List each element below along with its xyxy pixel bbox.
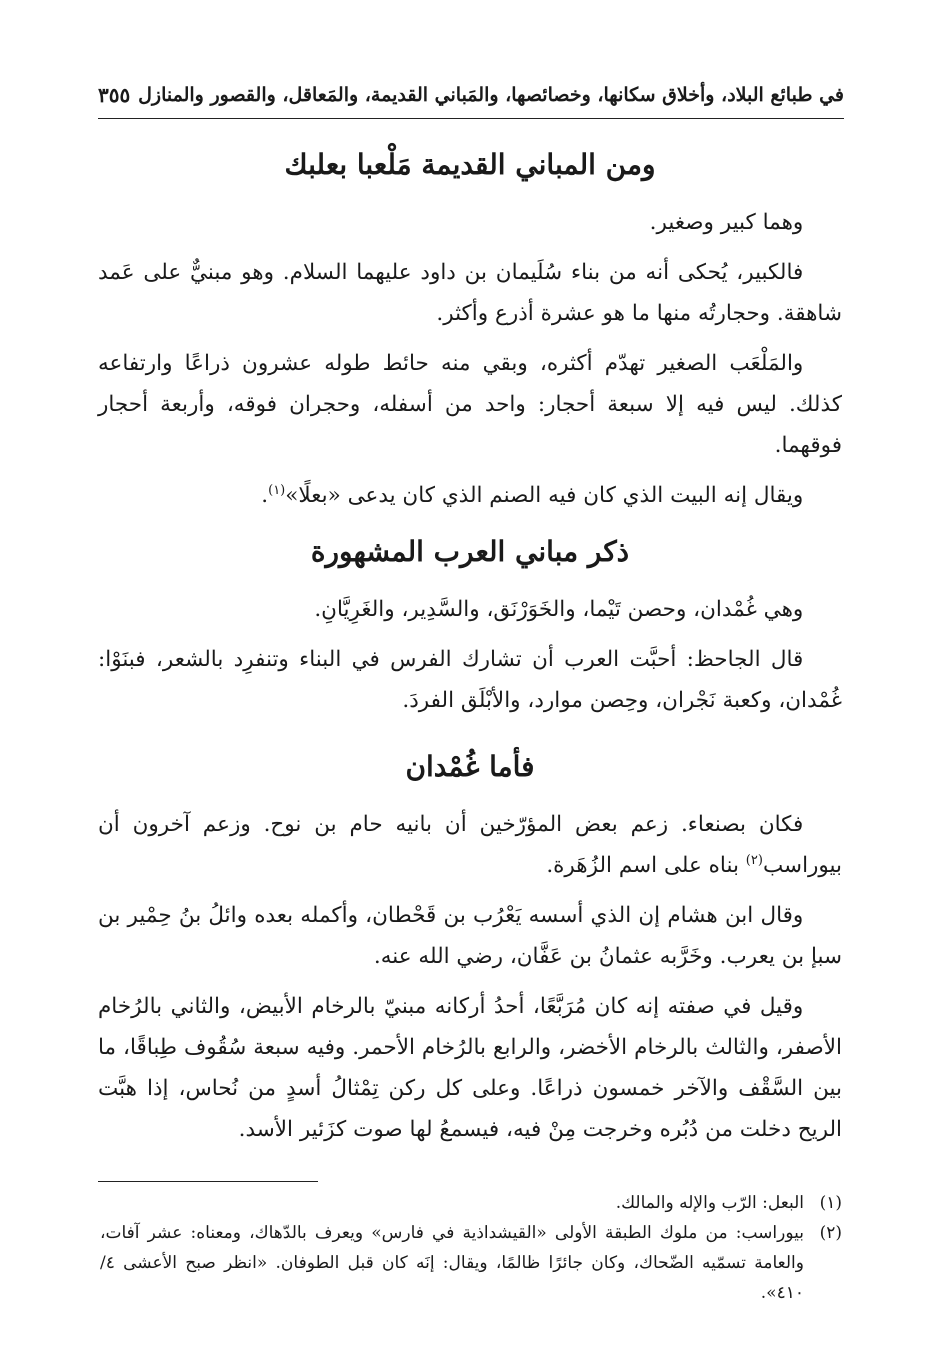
paragraph: وقيل في صفته إنه كان مُرَبَّعًا، أحدُ أركانه مبنيّ بالرخام الأبيض، والثاني بالرُخام الأصفر، والثالث بالرخام الأخضر، والرابع بالرُخام الأحمر. وفيه سبعة سُقُوف طِباقًا، ما بين السَّقْف والآخر خمسون ذراعًا. وعلى كل ركن تِمْثالُ أسدٍ من نُحاس، إذا هبَّت الريح دخلت من دُبُره وخرجت مِنْ فيه، فيسمعُ لها صوت كزَئير الأسد. — [98, 994, 842, 1142]
footnote-ref: (١) — [268, 482, 286, 498]
footnote — [100, 1218, 842, 1308]
paragraph — [98, 475, 842, 516]
section-heading-ghumdan: فأما غُمْدان — [405, 750, 535, 783]
paragraph: فالكبير، يُحكى أنه من بناء سُلَيمان بن داود عليهما السلام. وهو مبنيٌّ على عَمد شاهقة. وحجارتُه منها ما هو عشرة أذرع وأكثر. — [98, 260, 842, 326]
footnote-number: (١) — [819, 1193, 842, 1213]
section-heading-arab-buildings: ذكر مباني العرب المشهورة — [310, 535, 630, 568]
paragraph — [98, 804, 842, 886]
footnote-text: بيوراسب: من ملوك الطبقة الأولى «القيشداذية في فارس» ويعرف بالدّهاك، ومعناه: عشر آفات، والعامة تسمّيه الضّحاك، وكان جائرًا ظالمًا، ويقال: إنَه كان قبل الطوفان. «انظر صبح الأعشى ٤/ ٤١٠». — [100, 1223, 804, 1303]
paragraph-text: بناه على اسم الزُهَرة. — [546, 853, 746, 878]
paragraph: وهما كبير وصغير. — [649, 210, 804, 235]
footnote-divider — [98, 1181, 318, 1182]
page-body — [98, 138, 842, 1159]
running-header — [98, 72, 844, 119]
paragraph: وقال ابن هشام إن الذي أسسه يَعْرُب بن قَحْطان، وأكمله بعده وائلُ بنُ حِمْير بن سبإ بن يعرب. وخَرَّبه عثمانُ بن عَفَّان، رضي الله عنه. — [98, 903, 842, 969]
footnotes — [100, 1188, 842, 1308]
section-heading-baalbek: ومن المباني القديمة مَلْعبا بعلبك — [284, 148, 656, 181]
header-title: في طبائع البلاد، وأخلاق سكانها، وخصائصها، والمَباني القديمة، والمَعاقل، والقصور والمنازل — [138, 84, 844, 106]
page-number: ٣٥٥ — [98, 83, 131, 107]
paragraph: وهي غُمْدان، وحصن تَيْما، والخَوَرْنَق، والسَّدِير، والغَرِيَّانِ. — [314, 597, 804, 622]
footnote-text: البعل: الرّب والإله والمالك. — [615, 1193, 804, 1213]
paragraph-end: . — [261, 483, 269, 508]
paragraph-text: ويقال إنه البيت الذي كان فيه الصنم الذي كان يدعى «بعلًا» — [285, 483, 804, 508]
paragraph: والمَلْعَب الصغير تهدّم أكثره، وبقي منه حائط طوله عشرون ذراعًا وارتفاعه كذلك. ليس فيه إلا سبعة أحجار: واحد من أسفله، وحجران فوقه، وأربعة أحجار فوقهما. — [98, 351, 842, 458]
footnote-ref: (٢) — [745, 852, 763, 868]
paragraph-text: فكان بصنعاء. زعم بعض المؤرّخين أن بانيه حام بن نوح. وزعم آخرون أن بيوراسب — [98, 812, 842, 878]
paragraph: قال الجاحظ: أحبَّت العرب أن تشارك الفرس في البناء وتنفرِد بالشعر، فبنَوْا: غُمْدان، وكعبة نَجْران، وحِصن موارد، والأبْلَق الفردَ. — [98, 647, 842, 713]
footnote — [100, 1188, 842, 1218]
footnote-number: (٢) — [819, 1223, 842, 1243]
